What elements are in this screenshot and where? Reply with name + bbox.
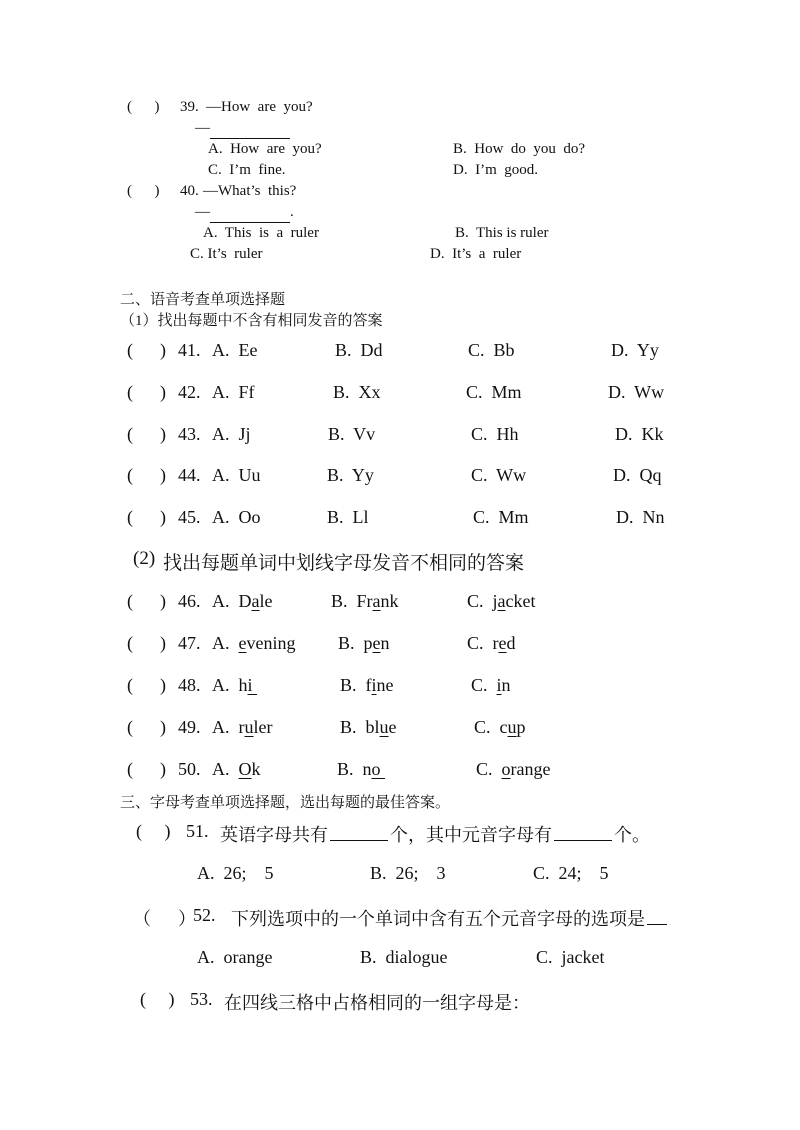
option-b[interactable]: B. How do you do? <box>453 141 586 157</box>
option-a[interactable]: A. Ee <box>212 340 258 360</box>
answer-dash: — <box>195 204 210 220</box>
underlined-letter: o <box>501 759 511 779</box>
word-prefix: r <box>238 717 245 737</box>
option-c[interactable] <box>474 717 526 738</box>
question-prompt: —What’s this? <box>203 183 297 199</box>
answer-paren[interactable]: ( ) <box>127 591 166 611</box>
question-number: 39. <box>180 99 199 115</box>
underlined-letter: e <box>498 633 507 653</box>
answer-paren[interactable]: ( ) <box>127 424 166 444</box>
option-c[interactable]: C. Bb <box>468 340 515 360</box>
answer-paren[interactable]: ( ) <box>127 340 166 360</box>
answer-paren[interactable]: ( ) <box>127 382 166 402</box>
option-a[interactable]: A. How are you? <box>208 141 322 157</box>
word-suffix: e <box>388 717 397 737</box>
option-c[interactable]: C. 24; 5 <box>533 863 609 883</box>
answer-blank[interactable] <box>210 221 290 223</box>
answer-blank[interactable] <box>647 923 667 925</box>
underlined-letter: a <box>251 591 260 611</box>
answer-paren[interactable]: ( ) <box>127 507 166 527</box>
answer-paren[interactable]: ( ) <box>127 465 166 485</box>
question-number: 53. <box>190 989 213 1009</box>
underlined-letter: O <box>238 759 252 779</box>
question-number: 41. <box>178 340 201 360</box>
option-b[interactable] <box>340 717 397 738</box>
answer-paren[interactable]: ( ) <box>127 183 160 199</box>
option-label: B. <box>340 675 366 695</box>
question-number: 43. <box>178 424 201 444</box>
question-number: 42. <box>178 382 201 402</box>
word-prefix: n <box>362 759 372 779</box>
option-c[interactable]: C. Ww <box>471 465 527 485</box>
option-d[interactable]: D. Yy <box>611 340 659 360</box>
answer-paren[interactable]: ( ) <box>127 675 166 695</box>
answer-period: . <box>290 204 294 220</box>
word-suffix: ne <box>376 675 394 695</box>
question-number: 50. <box>178 759 201 779</box>
option-a[interactable]: A. This is a ruler <box>203 225 319 241</box>
section-2-title: 二、语音考查单项选择题 <box>120 292 286 308</box>
option-label: C. <box>471 675 497 695</box>
option-a[interactable]: A. orange <box>197 947 273 967</box>
option-label: A. <box>212 675 239 695</box>
answer-paren[interactable]: ( ) <box>140 989 175 1009</box>
section-2-part-1: （1）找出每题中不含有相同发音的答案 <box>120 313 383 329</box>
question-number: 47. <box>178 633 201 653</box>
answer-dash: — <box>195 120 210 136</box>
option-label: A. <box>212 717 239 737</box>
underlined-letter: u <box>507 717 517 737</box>
word-suffix: ler <box>253 717 273 737</box>
word-suffix: p <box>516 717 526 737</box>
underlined-letter: i <box>496 675 502 695</box>
word-suffix: range <box>510 759 551 779</box>
word-prefix: h <box>238 675 248 695</box>
question-text-part-3: 个。 <box>614 825 650 845</box>
answer-blank-2[interactable] <box>554 839 612 841</box>
option-a[interactable]: A. Oo <box>212 507 261 527</box>
underlined-letter: u <box>379 717 389 737</box>
question-number: 46. <box>178 591 201 611</box>
underlined-letter: a <box>497 591 506 611</box>
question-text <box>231 905 667 931</box>
question-number: 49. <box>178 717 201 737</box>
option-a[interactable] <box>212 759 261 780</box>
option-a[interactable] <box>212 591 273 612</box>
answer-paren[interactable]: ( ) <box>127 99 160 115</box>
answer-paren[interactable]: （ ） <box>133 909 196 929</box>
option-label: A. <box>212 633 239 653</box>
option-b[interactable]: B. Vv <box>328 424 376 444</box>
option-b[interactable]: B. 26; 3 <box>370 863 446 883</box>
option-c[interactable]: C. jacket <box>536 947 605 967</box>
answer-paren[interactable]: ( ) <box>136 821 171 841</box>
section-3-title: 三、字母考查单项选择题，选出每题的最佳答案。 <box>120 795 451 811</box>
option-label: C. <box>474 717 500 737</box>
option-b[interactable] <box>331 591 399 612</box>
underlined-letter: i <box>371 675 377 695</box>
option-label: C. <box>467 591 493 611</box>
underlined-letter: a <box>372 591 381 611</box>
option-a[interactable]: A. Uu <box>212 465 261 485</box>
option-label: A. <box>212 759 239 779</box>
question-number: 44. <box>178 465 201 485</box>
option-b[interactable]: B. Yy <box>327 465 374 485</box>
underlined-letter: e <box>238 633 247 653</box>
word-suffix: k <box>251 759 261 779</box>
option-b[interactable] <box>337 759 385 780</box>
question-number: 51. <box>186 821 209 841</box>
option-a[interactable] <box>212 717 272 738</box>
question-number: 52. <box>193 905 216 925</box>
word-prefix: c <box>499 717 508 737</box>
word-suffix: d <box>506 633 516 653</box>
option-c[interactable] <box>476 759 551 780</box>
question-text <box>220 821 650 847</box>
word-suffix: n <box>501 675 511 695</box>
underlined-letter: u <box>244 717 254 737</box>
option-label: A. <box>212 591 239 611</box>
question-number: 40. <box>180 183 199 199</box>
word-suffix: n <box>380 633 390 653</box>
question-text-part-2: 个，其中元音字母有 <box>390 825 552 845</box>
question-prompt: —How are you? <box>206 99 313 115</box>
option-a[interactable]: A. 26; 5 <box>197 863 274 883</box>
underlined-letter: i <box>247 675 258 695</box>
question-number: 48. <box>178 675 201 695</box>
option-label: B. <box>338 633 364 653</box>
option-d[interactable]: D. Nn <box>616 507 665 527</box>
option-c[interactable]: C. Mm <box>473 507 529 527</box>
question-text: 在四线三格中占格相同的一组字母是： <box>224 993 530 1013</box>
answer-paren[interactable]: ( ) <box>127 717 166 737</box>
option-c[interactable]: C. Mm <box>466 382 522 402</box>
option-c[interactable]: C. I’m fine. <box>208 162 286 178</box>
option-b[interactable]: B. Ll <box>327 507 369 527</box>
answer-blank-1[interactable] <box>330 839 388 841</box>
word-prefix: D <box>238 591 252 611</box>
question-text-main: 下列选项中的一个单词中含有五个元音字母的选项是 <box>231 909 645 929</box>
answer-paren[interactable]: ( ) <box>127 759 166 779</box>
option-label: B. <box>331 591 357 611</box>
option-b[interactable]: B. Xx <box>333 382 381 402</box>
word-prefix: f <box>365 675 372 695</box>
word-prefix: bl <box>365 717 380 737</box>
option-d[interactable]: D. Qq <box>613 465 662 485</box>
option-c[interactable]: C. Hh <box>471 424 519 444</box>
question-number: 45. <box>178 507 201 527</box>
option-a[interactable]: A. Jj <box>212 424 251 444</box>
option-c[interactable] <box>471 675 511 696</box>
option-d[interactable]: D. It’s a ruler <box>430 246 522 262</box>
word-prefix: Fr <box>356 591 373 611</box>
underlined-letter: e <box>372 633 381 653</box>
option-label: B. <box>340 717 366 737</box>
option-b[interactable] <box>340 675 394 696</box>
option-a[interactable] <box>212 675 257 696</box>
word-prefix: j <box>492 591 498 611</box>
option-label: C. <box>476 759 502 779</box>
question-text-part-1: 英语字母共有 <box>220 825 328 845</box>
word-prefix: r <box>492 633 499 653</box>
word-suffix: cket <box>505 591 536 611</box>
option-a[interactable] <box>212 633 296 654</box>
word-suffix: le <box>259 591 273 611</box>
option-label: C. <box>467 633 493 653</box>
word-suffix: nk <box>380 591 399 611</box>
option-d[interactable]: D. I’m good. <box>453 162 538 178</box>
word-prefix: p <box>363 633 373 653</box>
option-b[interactable] <box>338 633 390 654</box>
option-b[interactable]: B. Dd <box>335 340 383 360</box>
option-c[interactable]: C. It’s ruler <box>190 246 263 262</box>
option-c[interactable] <box>467 591 536 612</box>
option-b[interactable]: B. dialogue <box>360 947 448 967</box>
answer-paren[interactable]: ( ) <box>127 633 166 653</box>
word-suffix: vening <box>246 633 296 653</box>
answer-blank[interactable] <box>210 137 290 139</box>
option-c[interactable] <box>467 633 516 654</box>
option-b[interactable]: B. This is ruler <box>455 225 549 241</box>
option-label: B. <box>337 759 363 779</box>
option-d[interactable]: D. Kk <box>615 424 664 444</box>
option-a[interactable]: A. Ff <box>212 382 255 402</box>
section-2-part-2: 找出每题单词中划线字母发音不相同的答案 <box>163 553 525 574</box>
option-d[interactable]: D. Ww <box>608 382 665 402</box>
section-2-part-2-number: (2) <box>133 548 156 569</box>
underlined-letter: o <box>371 759 386 779</box>
